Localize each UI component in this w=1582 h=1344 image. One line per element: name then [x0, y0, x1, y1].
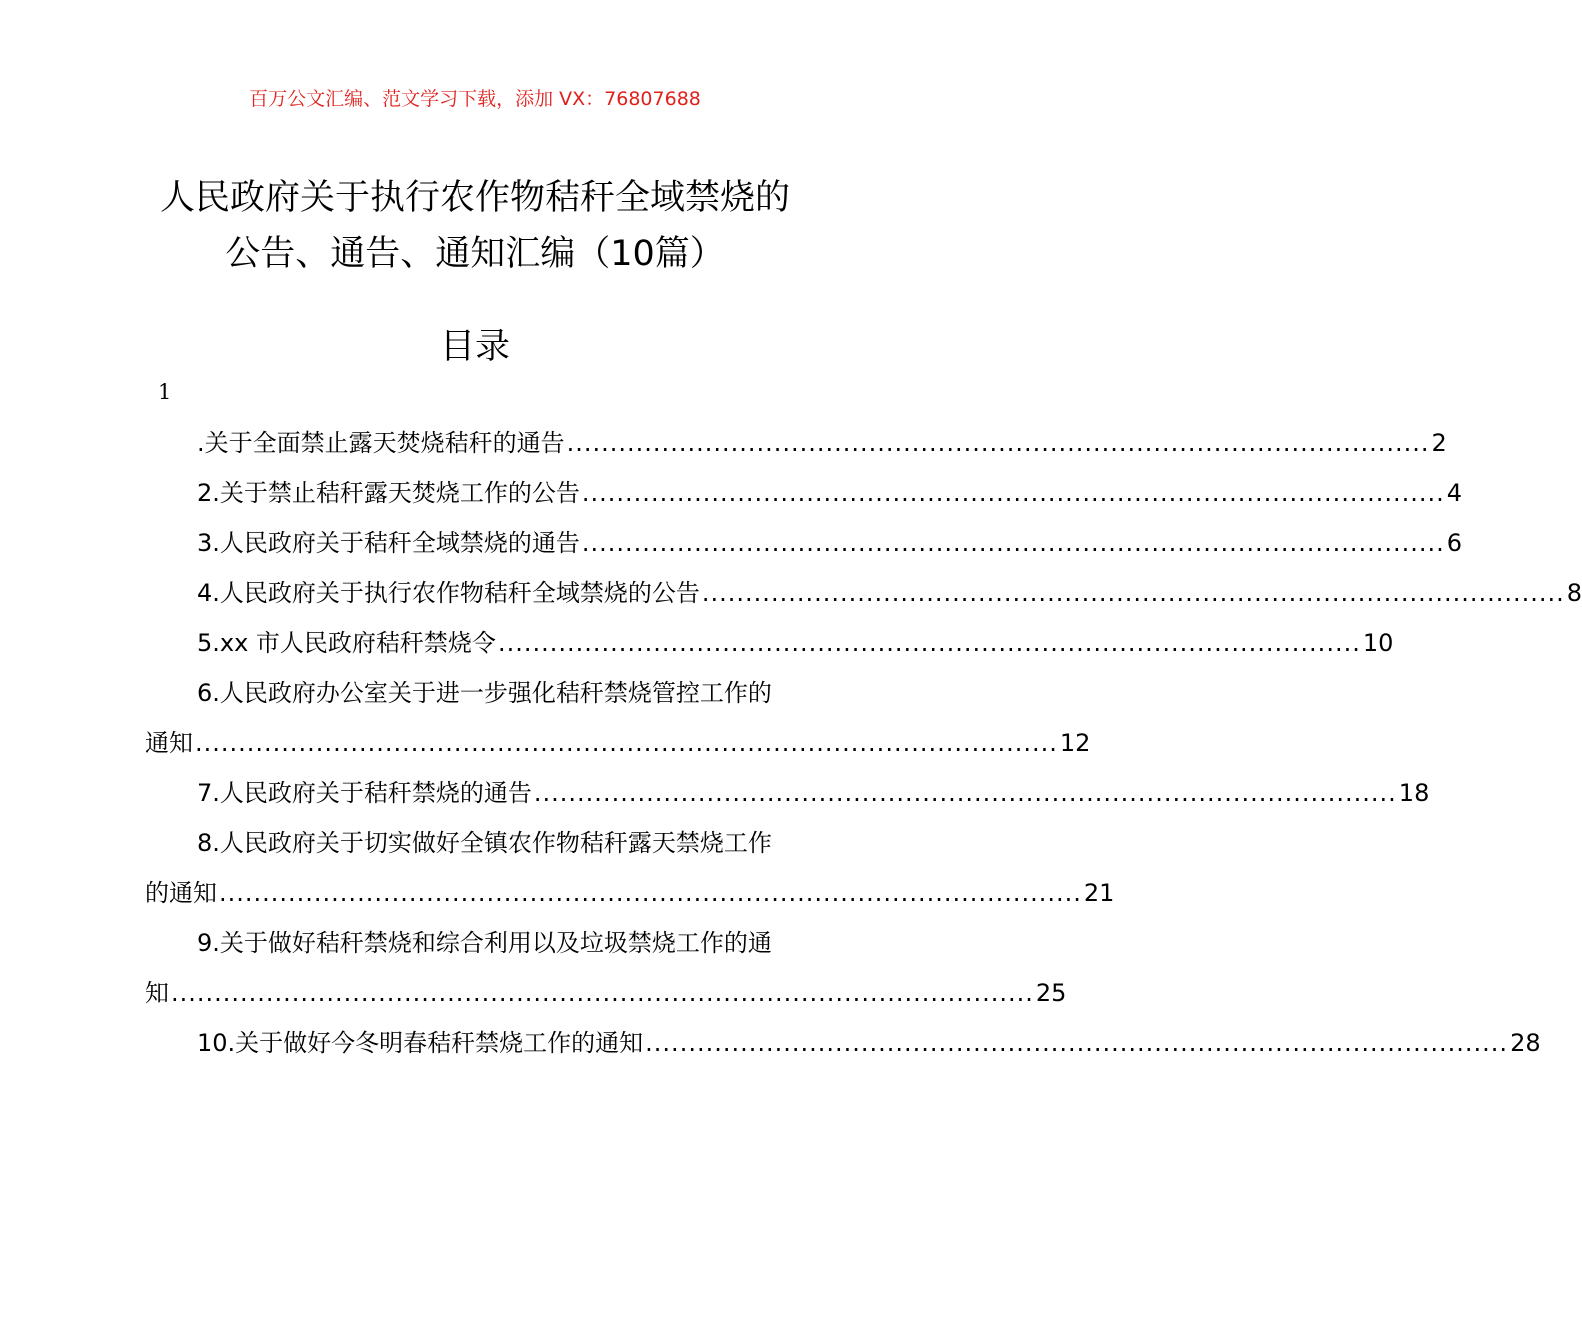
toc-entry-page: 2 — [1431, 429, 1447, 457]
toc-entry-6[interactable] — [145, 668, 807, 718]
toc-entry-title: 10.关于做好今冬明春秸秆禁烧工作的通知 — [197, 1029, 644, 1057]
toc-entry-10[interactable] — [145, 1018, 1541, 1068]
toc-leader-dots: .................................................................................................... — [219, 879, 1082, 907]
toc-heading: 目录 — [439, 327, 510, 367]
toc-entry-title: 4.人民政府关于执行农作物秸秆全域禁烧的公告 — [197, 579, 700, 607]
toc-entry-page: 21 — [1083, 879, 1115, 907]
toc-leader-dots: .................................................................................................... — [701, 579, 1565, 607]
toc-leader-dots: .................................................................................................... — [566, 429, 1430, 457]
page-number-marker: 1 — [158, 380, 172, 404]
toc-entry-page: 8 — [1566, 579, 1582, 607]
toc-entry-9[interactable] — [145, 918, 807, 968]
toc-leader-dots: .................................................................................................... — [581, 479, 1445, 507]
table-of-contents — [145, 418, 1582, 1068]
toc-entry-page: 10 — [1362, 629, 1394, 657]
toc-entry-title: 9.关于做好秸秆禁烧和综合利用以及垃圾禁烧工作的通 — [197, 929, 772, 957]
toc-leader-dots: .................................................................................................... — [645, 1029, 1509, 1057]
toc-leader-dots: .................................................................................................... — [581, 529, 1445, 557]
toc-entry-page: 6 — [1446, 529, 1463, 557]
toc-entry-title: 5.xx 市人民政府秸秆禁烧令 — [197, 629, 496, 657]
toc-entry-page: 18 — [1398, 779, 1430, 807]
toc-entry-title: .关于全面禁止露天焚烧秸秆的通告 — [197, 429, 565, 457]
toc-entry-4[interactable] — [145, 568, 1582, 618]
toc-entry-7[interactable] — [145, 768, 1430, 818]
title-line-1: 人民政府关于执行农作物秸秆全域禁烧的 — [159, 178, 790, 218]
toc-leader-dots: .................................................................................................... — [195, 729, 1058, 757]
toc-entry-page: 4 — [1446, 479, 1463, 507]
toc-entry-page: 25 — [1035, 979, 1067, 1007]
toc-entry-title: 2.关于禁止秸秆露天焚烧工作的公告 — [197, 479, 580, 507]
toc-leader-dots: .................................................................................................... — [171, 979, 1034, 1007]
toc-entry-title-cont: 通知 — [145, 729, 193, 757]
toc-entry-page: 28 — [1510, 1029, 1541, 1057]
title-line-2: 公告、通告、通知汇编（10篇） — [225, 234, 725, 274]
toc-entry-1[interactable] — [145, 418, 1447, 468]
toc-entry-title: 3.人民政府关于秸秆全域禁烧的通告 — [197, 529, 580, 557]
document-title — [0, 170, 950, 282]
toc-entry-6-continuation[interactable] — [145, 718, 1091, 768]
toc-entry-5[interactable] — [145, 618, 1394, 668]
toc-entry-2[interactable] — [145, 468, 1463, 518]
toc-entry-title: 8.人民政府关于切实做好全镇农作物秸秆露天禁烧工作 — [197, 829, 772, 857]
toc-entry-8-continuation[interactable] — [145, 868, 1115, 918]
toc-entry-3[interactable] — [145, 518, 1463, 568]
toc-leader-dots: .................................................................................................... — [497, 629, 1361, 657]
toc-entry-8[interactable] — [145, 818, 807, 868]
toc-entry-title-cont: 的通知 — [145, 879, 217, 907]
header-note: 百万公文汇编、范文学习下载，添加 VX：76807688 — [249, 88, 701, 110]
toc-entry-9-continuation[interactable] — [145, 968, 1067, 1018]
toc-entry-title: 7.人民政府关于秸秆禁烧的通告 — [197, 779, 532, 807]
toc-leader-dots: .................................................................................................... — [533, 779, 1397, 807]
toc-entry-title-cont: 知 — [145, 979, 169, 1007]
toc-entry-title: 6.人民政府办公室关于进一步强化秸秆禁烧管控工作的 — [197, 679, 772, 707]
toc-entry-page: 12 — [1059, 729, 1091, 757]
